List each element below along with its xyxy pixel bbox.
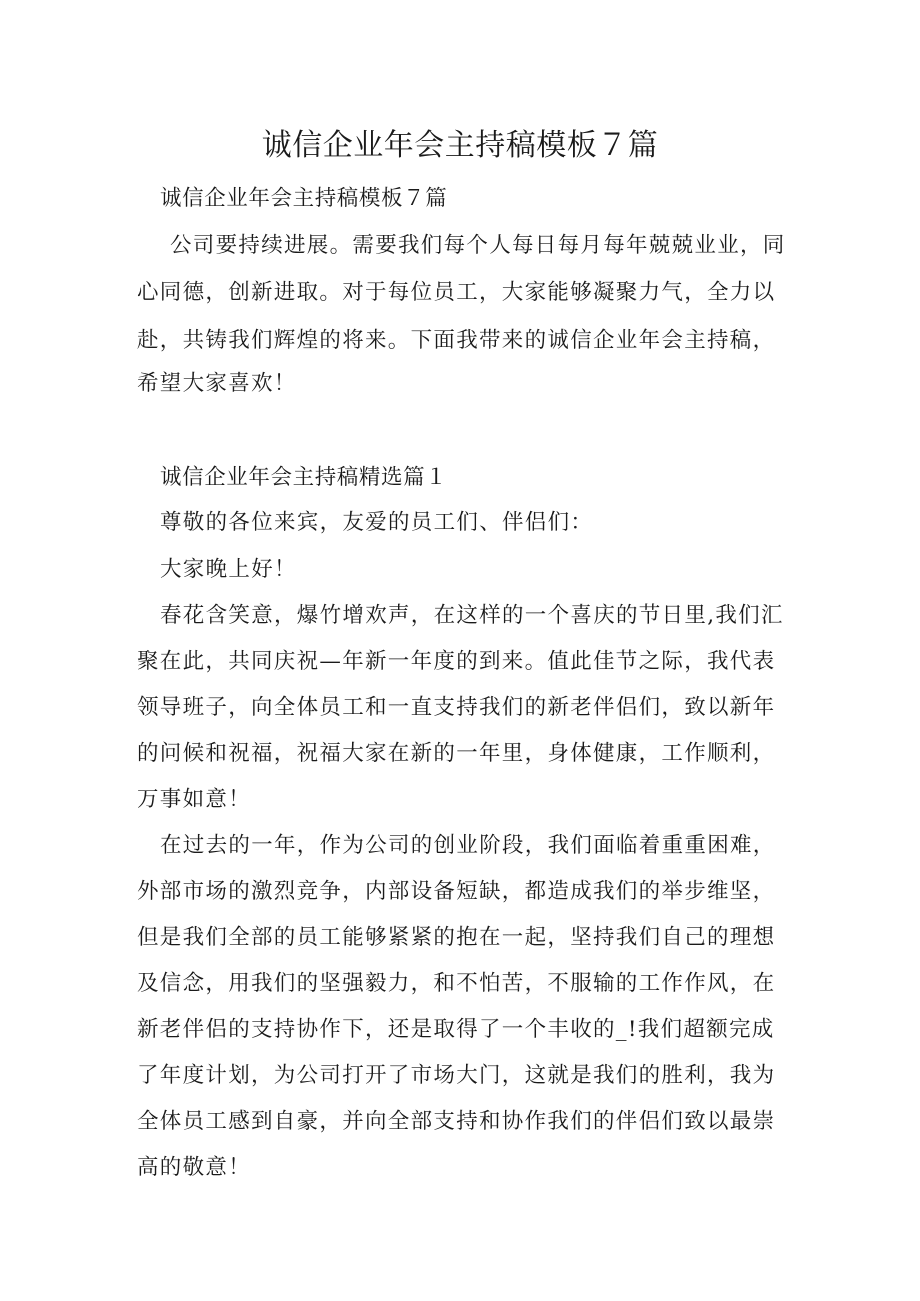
greeting-line: 尊敬的各位来宾，友爱的员工们、伴侣们： (160, 510, 594, 535)
intro-line: 希望大家喜欢！ (137, 371, 297, 396)
paragraph-line: 万事如意！ (137, 787, 252, 812)
paragraph-line: 外部市场的激烈竞争，内部设备短缺，都造成我们的举步维坚， (137, 879, 776, 904)
paragraph-line: 全体员工感到自豪，并向全部支持和协作我们的伴侣们致以最崇 (137, 1109, 776, 1134)
intro-line: 公司要持续进展。需要我们每个人每日每月每年兢兢业业，同 (170, 233, 786, 258)
section-heading: 诚信企业年会主持稿精选篇１ (160, 465, 448, 490)
paragraph-line: 领导班子，向全体员工和一直支持我们的新老伴侣们，致以新年 (137, 695, 776, 720)
document-title: 诚信企业年会主持稿模板７篇 (261, 128, 659, 163)
paragraph-line: 聚在此，共同庆祝—年新一年度的到来。值此佳节之际，我代表 (137, 649, 776, 674)
paragraph-line: 在过去的一年，作为公司的创业阶段，我们面临着重重困难， (160, 833, 776, 858)
paragraph-line: 及信念，用我们的坚强毅力，和不怕苦，不服输的工作作风，在 (137, 971, 776, 996)
paragraph-line: 但是我们全部的员工能够紧紧的抱在一起，坚持我们自己的理想 (137, 925, 776, 950)
paragraph-line: 春花含笑意，爆竹增欢声，在这样的一个喜庆的节日里,我们汇 (160, 603, 784, 628)
salutation-line: 大家晚上好！ (160, 557, 297, 582)
intro-line: 心同德，创新进取。对于每位员工，大家能够凝聚力气，全力以 (137, 280, 776, 305)
paragraph-line: 了年度计划，为公司打开了市场大门，这就是我们的胜利，我为 (137, 1063, 776, 1088)
paragraph-line: 高的敬意！ (137, 1155, 252, 1180)
intro-line: 赴，共铸我们辉煌的将来。下面我带来的诚信企业年会主持稿， (137, 328, 776, 353)
document-subtitle: 诚信企业年会主持稿模板７篇 (160, 186, 448, 211)
paragraph-line: 新老伴侣的支持协作下，还是取得了一个丰收的_!我们超额完成 (137, 1017, 775, 1042)
paragraph-line: 的问候和祝福，祝福大家在新的一年里，身体健康，工作顺利， (137, 741, 776, 766)
